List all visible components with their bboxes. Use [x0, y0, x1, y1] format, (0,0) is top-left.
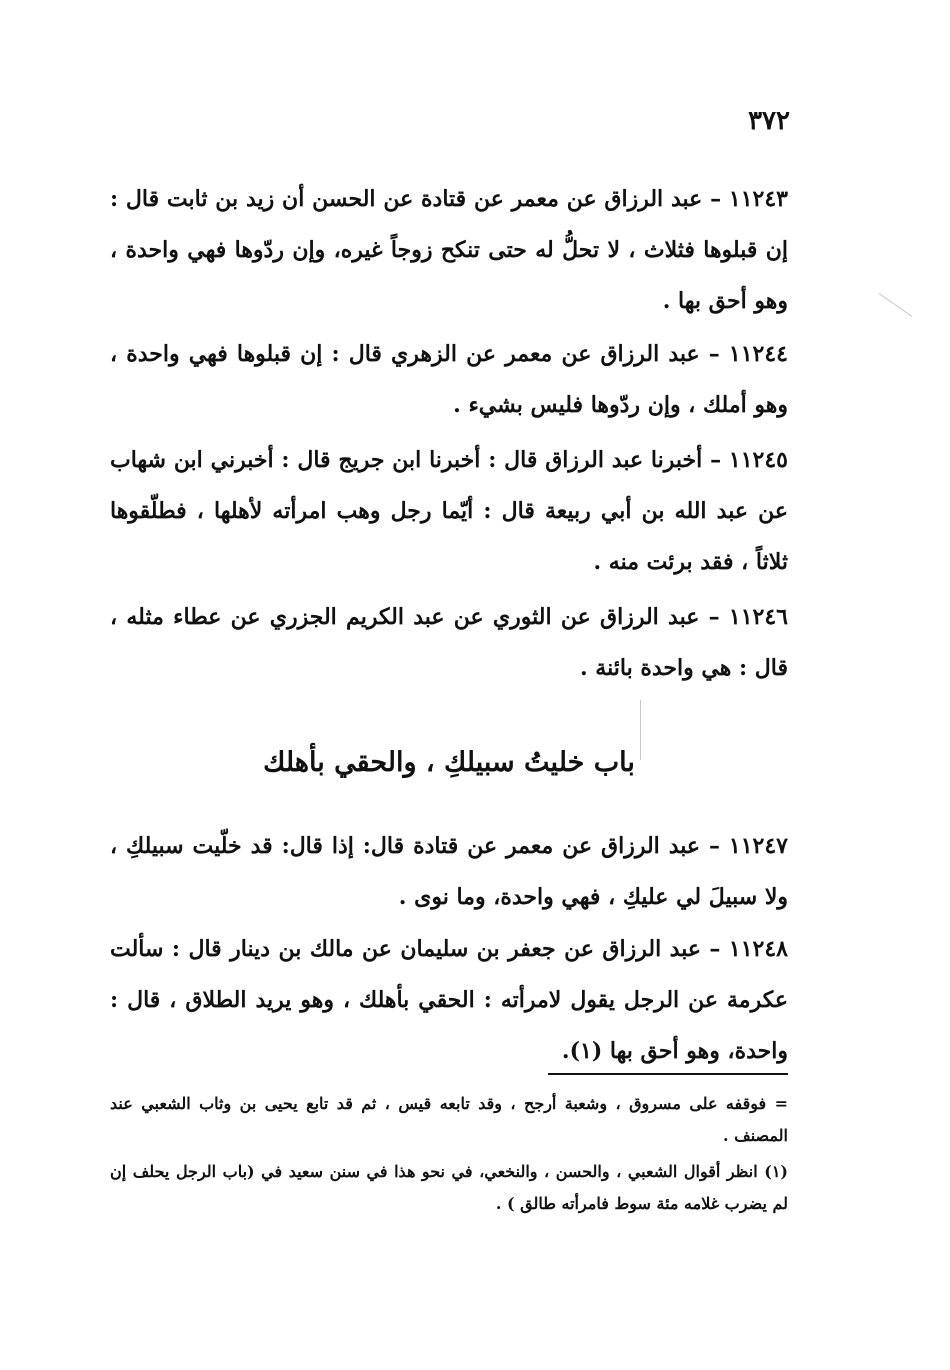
page-number: ٣٧٢	[748, 106, 790, 136]
footnote-1: (١) انظر أقوال الشعبي ، والحسن ، والنخعي، في نحو هذا في سنن سعيد في (باب الرجل يحلف إن لم يضرب غلامه مئة سوط فامرأته طالق ) .	[110, 1162, 788, 1213]
footnote-continuation: = فوقفه على مسروق ، وشعبة أرجح ، وقد تابعه قيس ، ثم قد تابع يحيى بن وثاب الشعبي عند المصنف .	[110, 1094, 788, 1145]
hadith-11248: ١١٢٤٨ – عبد الرزاق عن جعفر بن سليمان عن مالك بن دينار قال : سألت عكرمة عن الرجل يقول لامرأته : الحقي بأهلك ، وهو يريد الطلاق ، قال : واحدة، وهو أحق بها (١).	[110, 936, 788, 1064]
footnote-divider	[548, 1073, 788, 1075]
hadith-11243: ١١٢٤٣ – عبد الرزاق عن معمر عن قتادة عن الحسن أن زيد بن ثابت قال : إن قبلوها فثلاث ، لا تحلُّ له حتى تنكح زوجاً غيره، وإن ردّوها فهي واحدة ، وهو أحق بها .	[110, 186, 788, 314]
hadith-11246: ١١٢٤٦ – عبد الرزاق عن الثوري عن عبد الكريم الجزري عن عطاء مثله ، قال : هي واحدة بائنة .	[110, 604, 788, 681]
hadith-11247: ١١٢٤٧ – عبد الرزاق عن معمر عن قتادة قال: إذا قال: قد خلّيت سبيلكِ ، ولا سبيلَ لي عليكِ ، فهي واحدة، وما نوى .	[110, 833, 788, 910]
scan-mark-right	[879, 293, 912, 317]
hadith-11245: ١١٢٤٥ – أخبرنا عبد الرزاق قال : أخبرنا ابن جريج قال : أخبرني ابن شهاب عن عبد الله بن أبي ربيعة قال : أيّما رجل وهب امرأته لأهلها ، فطلّقوها ثلاثاً ، فقد برئت منه .	[110, 447, 788, 575]
hadith-11244: ١١٢٤٤ – عبد الرزاق عن معمر عن الزهري قال : إن قبلوها فهي واحدة ، وهو أملك ، وإن ردّوها فليس بشيء .	[110, 341, 788, 418]
chapter-heading: باب خليتُ سبيلكِ ، والحقي بأهلك	[263, 747, 635, 778]
scan-mark-center	[640, 700, 641, 760]
